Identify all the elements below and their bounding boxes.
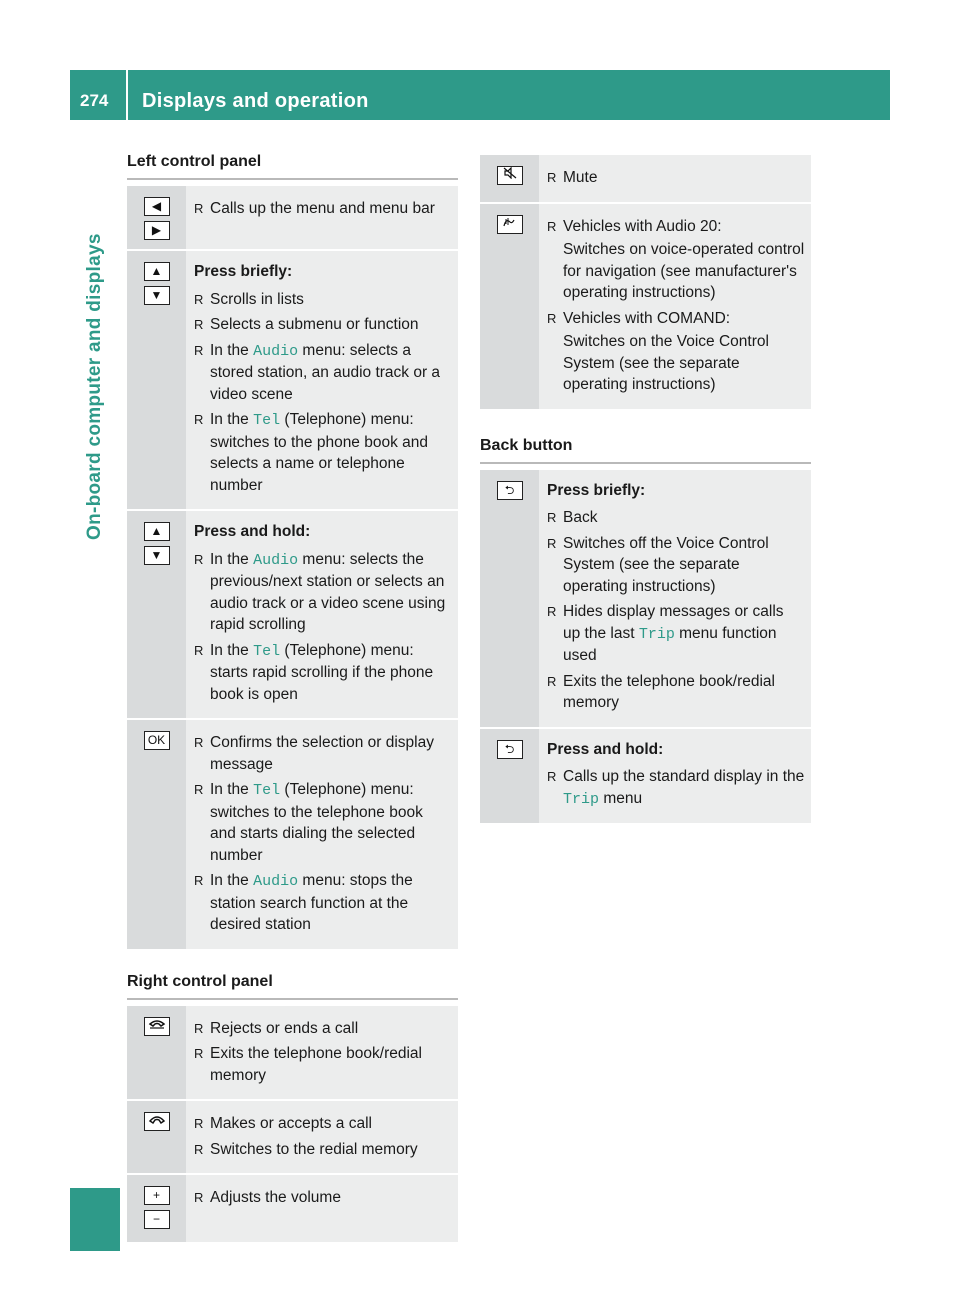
list-item: R Calls up the standard display in the Trip menu [547,766,805,810]
table-row [480,729,811,826]
row-heading: Press and hold: [194,523,311,540]
list-item: R In the Audio menu: selects the previous/next station or selects an audio track or a video scene using rapid scrolling [194,549,452,636]
left-arrow-key-icon: ◀ [144,197,170,216]
row-heading: Press and hold: [547,740,664,758]
list-item: R In the Tel (Telephone) menu: starts rapid scrolling if the phone book is open [194,640,452,706]
right-panel-title: Right control panel [127,973,458,1000]
voice-control-key-icon [497,215,523,234]
right-arrow-key-icon: ▶ [144,221,170,240]
list-item: R Vehicles with Audio 20: Switches on voice-operated control for navigation (see manufacturer's operating instructions) [547,216,805,304]
header-divider [126,70,128,120]
list-item: R Switches off the Voice Control System (see the separate operating instructions) [547,533,805,598]
table-row [127,1101,458,1175]
side-tab-label: On-board computer and displays [84,233,105,540]
table-row [127,720,458,951]
back-button-title: Back button [480,437,811,464]
page-number: 274 [80,91,109,110]
row-heading: Press briefly: [194,263,293,280]
table-row [127,1006,458,1102]
list-item: R Selects a submenu or function [194,314,452,336]
table-row [480,204,811,411]
volume-up-key-icon: + [144,1186,170,1205]
list-item: R Switches to the redial memory [194,1139,452,1161]
list-item: R Calls up the menu and menu bar [194,198,452,220]
left-panel-table [127,186,458,951]
row-heading: Press briefly: [547,481,646,499]
table-row [127,186,458,251]
side-tab-block [70,1188,120,1251]
page-header [70,70,890,120]
call-key-icon [144,1112,170,1131]
list-item: R In the Tel (Telephone) menu: switches to the telephone book and starts dialing the selected number [194,779,452,866]
end-call-key-icon [144,1017,170,1036]
list-item: R Back [547,507,805,529]
ok-key-icon: OK [144,731,170,750]
table-row [127,511,458,720]
list-item: R Exits the telephone book/redial memory [547,671,805,714]
back-key-icon: ⮌ [497,740,523,759]
down-arrow-key-icon: ▼ [144,286,170,305]
left-column [127,153,458,1244]
volume-down-key-icon: − [144,1210,170,1229]
table-row [480,470,811,729]
table-row [127,1175,458,1244]
list-item: R Scrolls in lists [194,289,452,311]
list-item: R Adjusts the volume [194,1187,452,1209]
right-panel-table [127,1006,458,1245]
right-panel-table-cont [480,155,811,411]
back-key-icon: ⮌ [497,481,523,500]
list-item: R In the Tel (Telephone) menu: switches to the phone book and selects a name or telephone number [194,409,452,496]
table-row [127,251,458,511]
list-item: R In the Audio menu: stops the station search function at the desired station [194,870,452,936]
list-item: R In the Audio menu: selects a stored station, an audio track or a video scene [194,340,452,406]
mute-key-icon [497,166,523,185]
page-title: Displays and operation [142,90,369,112]
left-panel-title: Left control panel [127,153,458,180]
down-arrow-key-icon: ▼ [144,546,170,565]
back-button-table [480,470,811,826]
list-item: R Rejects or ends a call [194,1018,452,1040]
list-item: R Makes or accepts a call [194,1113,452,1135]
list-item: R Mute [547,167,805,189]
right-column [480,155,811,825]
list-item: R Exits the telephone book/redial memory [194,1043,452,1086]
list-item: R Vehicles with COMAND: Switches on the Voice Control System (see the separate operating instructions) [547,308,805,396]
up-arrow-key-icon: ▲ [144,262,170,281]
up-arrow-key-icon: ▲ [144,522,170,541]
side-tab [70,120,120,1251]
list-item: R Confirms the selection or display message [194,732,452,775]
list-item: R Hides display messages or calls up the last Trip menu function used [547,601,805,667]
table-row [480,155,811,204]
